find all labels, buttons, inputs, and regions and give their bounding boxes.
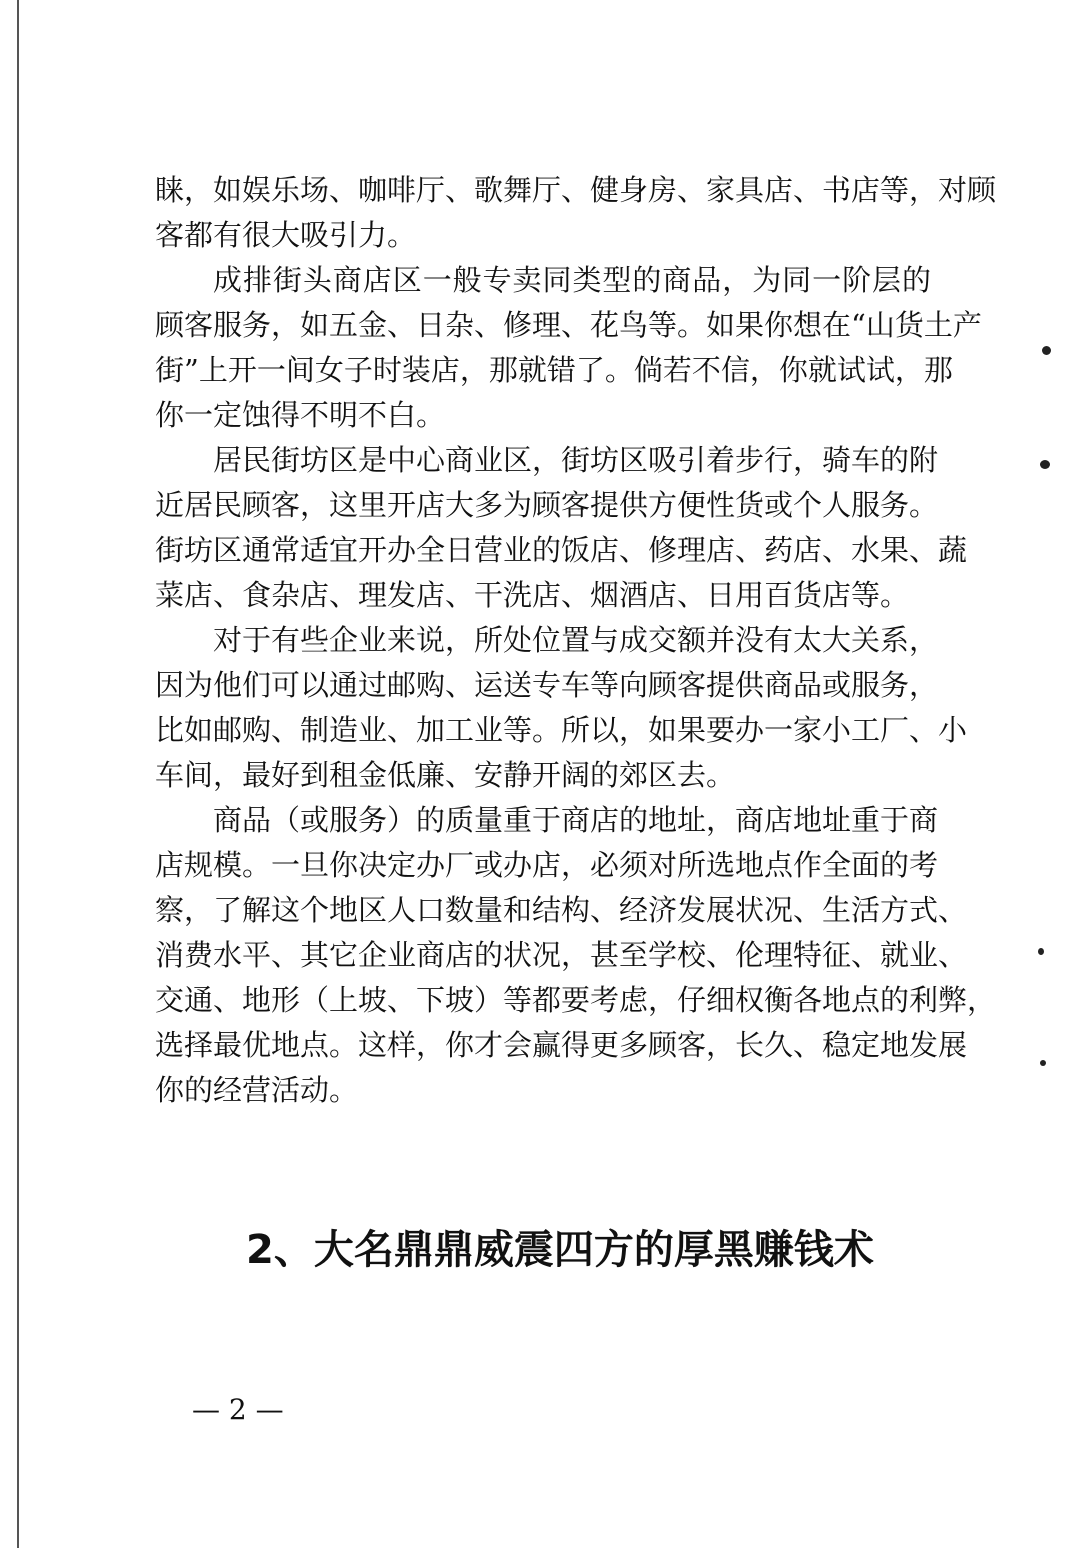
scan-speck <box>1040 1060 1046 1066</box>
text-line: 对于有些企业来说，所处位置与成交额并没有太大关系， <box>213 623 939 657</box>
scan-speck <box>1042 346 1051 355</box>
page-number: — 2 — <box>192 1393 284 1426</box>
text-line: 睐，如娱乐场、咖啡厅、歌舞厅、健身房、家具店、书店等，对顾 <box>155 173 997 207</box>
text-line: 居民街坊区是中心商业区，街坊区吸引着步行，骑车的附 <box>213 443 939 477</box>
text-line: 店规模。一旦你决定办厂或办店，必须对所选地点作全面的考 <box>155 848 939 882</box>
paragraph <box>155 438 968 618</box>
text-line: 商品（或服务）的质量重于商店的地址，商店地址重于商 <box>213 803 939 837</box>
body-text <box>155 168 997 1113</box>
text-line: 顾客服务，如五金、日杂、修理、花鸟等。如果你想在“山货土产 <box>155 308 982 342</box>
text-line: 街坊区通常适宜开办全日营业的饭店、修理店、药店、水果、蔬 <box>155 533 968 567</box>
text-line: 因为他们可以通过邮购、运送专车等向顾客提供商品或服务， <box>155 668 939 702</box>
scan-speck <box>1040 460 1050 469</box>
scan-speck <box>1038 948 1044 955</box>
text-line: 成排街头商店区一般专卖同类型的商品，为同一阶层的 <box>213 263 931 297</box>
text-line: 街”上开一间女子时装店，那就错了。倘若不信，你就试试，那 <box>155 353 953 387</box>
text-line: 客都有很大吸引力。 <box>155 218 417 252</box>
page-binding-edge <box>17 0 19 1548</box>
text-line: 比如邮购、制造业、加工业等。所以，如果要办一家小工厂、小 <box>155 713 968 747</box>
text-line: 近居民顾客，这里开店大多为顾客提供方便性货或个人服务。 <box>155 488 939 522</box>
text-line: 你一定蚀得不明不白。 <box>155 398 446 432</box>
text-line: 你的经营活动。 <box>155 1073 359 1107</box>
text-line: 菜店、食杂店、理发店、干洗店、烟酒店、日用百货店等。 <box>155 578 910 612</box>
paragraph <box>155 798 997 1113</box>
text-line: 选择最优地点。这样，你才会赢得更多顾客，长久、稳定地发展 <box>155 1028 968 1062</box>
text-line: 交通、地形（上坡、下坡）等都要考虑，仔细权衡各地点的利弊， <box>155 983 997 1017</box>
text-line: 消费水平、其它企业商店的状况，甚至学校、伦理特征、就业、 <box>155 938 968 972</box>
section-heading: 2、大名鼎鼎威震四方的厚黑赚钱术 <box>246 1227 874 1273</box>
text-line: 察，了解这个地区人口数量和结构、经济发展状况、生活方式、 <box>155 893 968 927</box>
paragraph <box>155 258 982 438</box>
paragraph <box>155 618 968 798</box>
paragraph <box>155 168 997 258</box>
text-line: 车间，最好到租金低廉、安静开阔的郊区去。 <box>155 758 736 792</box>
